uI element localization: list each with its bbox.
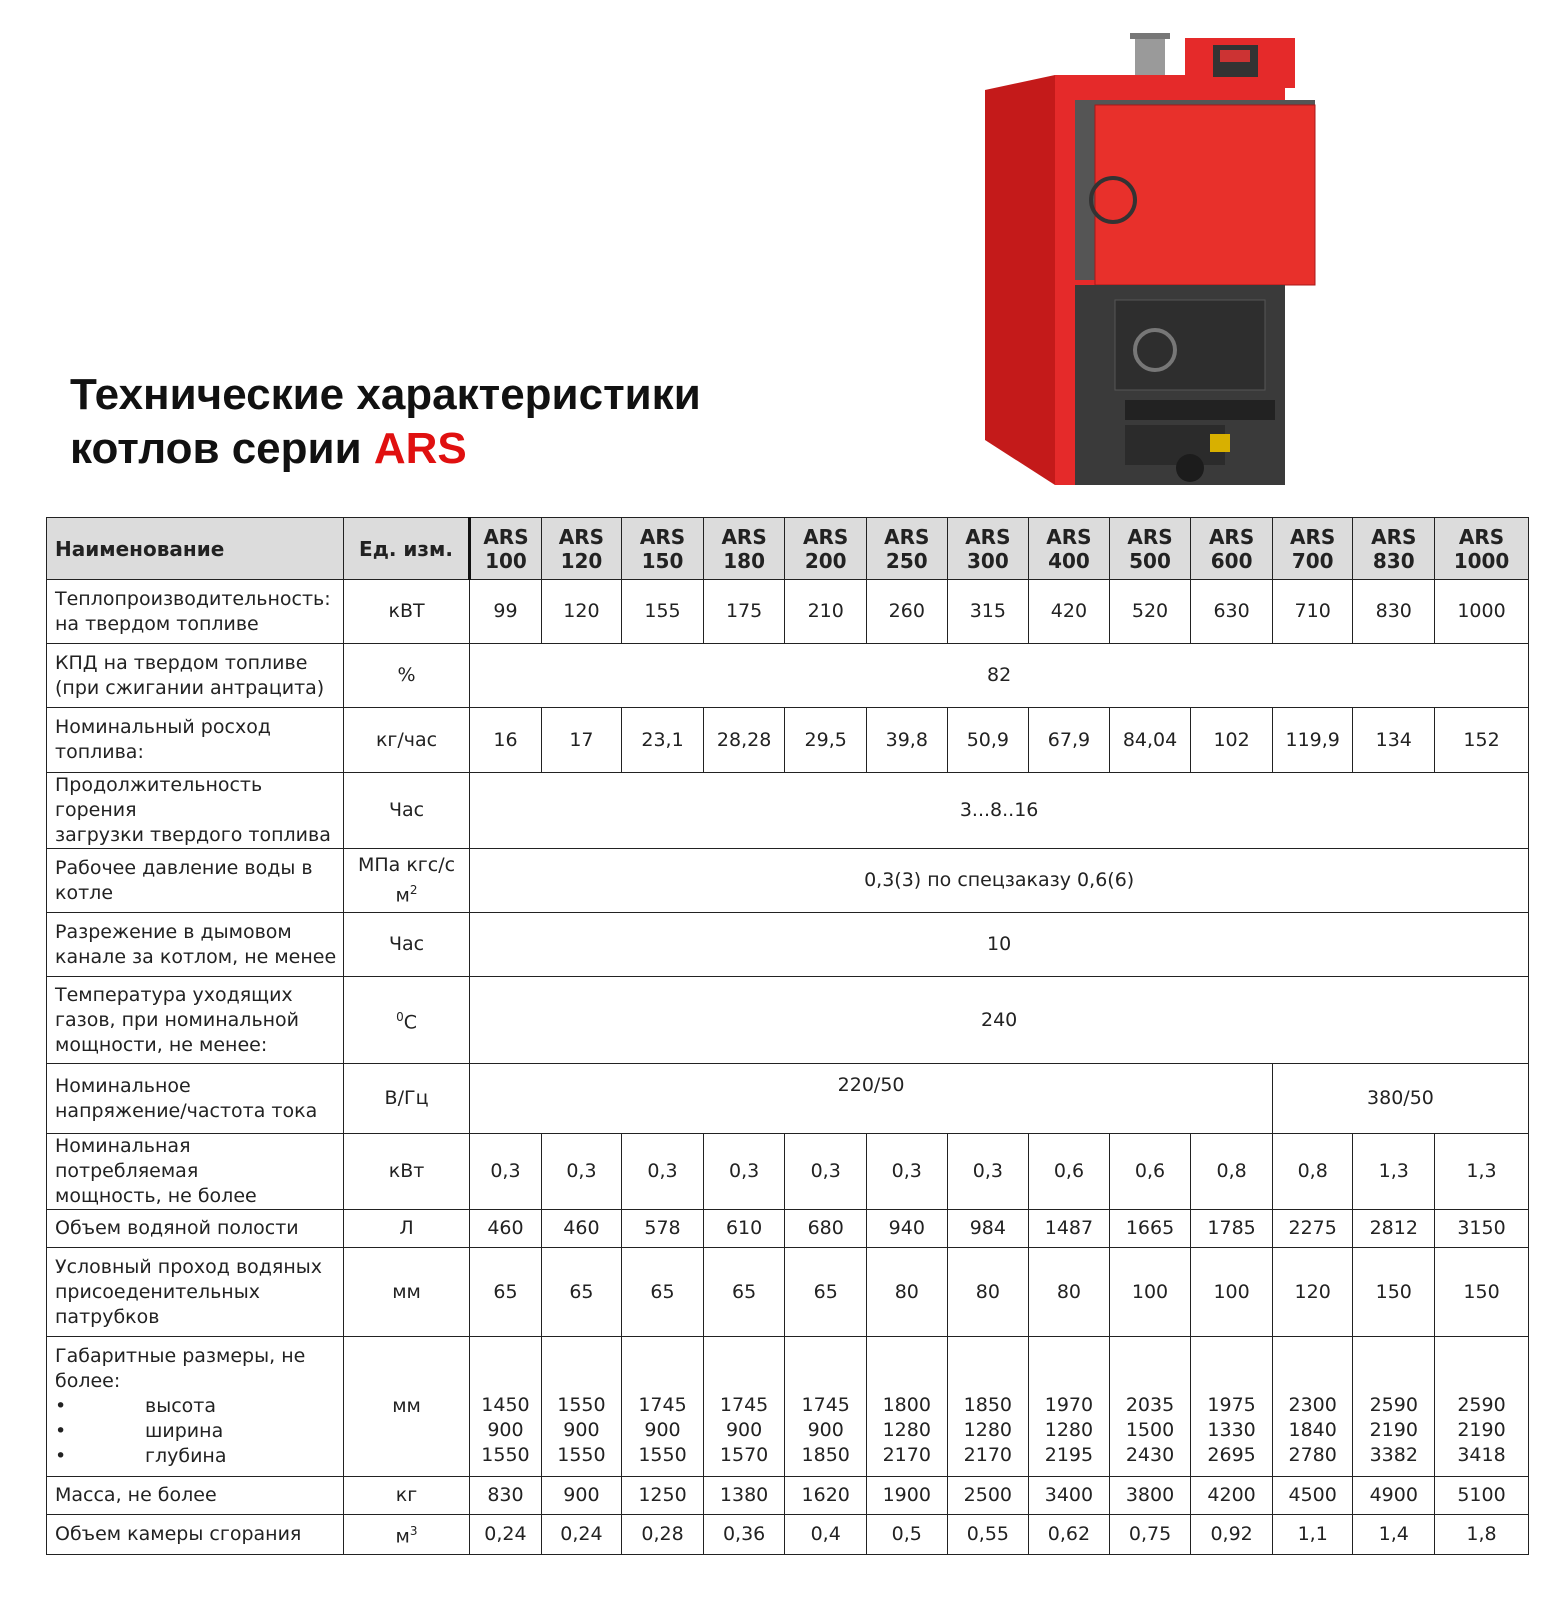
boiler-image xyxy=(985,30,1345,490)
row-unit: $^0$С xyxy=(343,977,469,1064)
value-cell: 0,3 xyxy=(785,1134,867,1210)
header-row xyxy=(47,518,1529,580)
row-unit: $м^3$ xyxy=(343,1515,469,1555)
header-model: ARS 700 xyxy=(1272,518,1353,580)
value-cell: 610 xyxy=(703,1210,785,1248)
value-cell: 578 xyxy=(622,1210,704,1248)
row-label: Условный проход водяных присоеденительных патрубков xyxy=(47,1248,344,1337)
row-label: Продолжительность горения загрузки твердого топлива xyxy=(47,773,344,849)
value-cell: 1,8 xyxy=(1435,1515,1529,1555)
value-cell: 0,3 xyxy=(622,1134,704,1210)
row-unit: Час xyxy=(343,773,469,849)
value-cell: 940 xyxy=(867,1210,948,1248)
value-cell: 99 xyxy=(470,580,541,644)
value-cell: 900 xyxy=(541,1477,622,1515)
value-cell: 2812 xyxy=(1353,1210,1435,1248)
value-cell: 65 xyxy=(470,1248,541,1337)
value-cell: 2275 xyxy=(1272,1210,1353,1248)
header-model: ARS 200 xyxy=(785,518,867,580)
dims-cell: 1550 900 1550 xyxy=(541,1337,622,1477)
value-cell: 150 xyxy=(1353,1248,1435,1337)
value-cell: 10 xyxy=(470,913,1529,977)
value-cell: 460 xyxy=(470,1210,541,1248)
dims-list: • высота • ширина • глубина xyxy=(55,1395,227,1467)
value-cell: 152 xyxy=(1435,708,1529,773)
value-cell: 100 xyxy=(1191,1248,1273,1337)
value-cell: 5100 xyxy=(1435,1477,1529,1515)
row-water-volume xyxy=(47,1210,1529,1248)
header-model: ARS 120 xyxy=(541,518,622,580)
row-label: Разрежение в дымовом канале за котлом, не менее xyxy=(47,913,344,977)
value-cell: 1900 xyxy=(867,1477,948,1515)
row-draft xyxy=(47,913,1529,977)
value-cell: 65 xyxy=(622,1248,704,1337)
page-title xyxy=(70,368,701,476)
value-cell: 0,55 xyxy=(947,1515,1029,1555)
value-cell: 80 xyxy=(867,1248,948,1337)
value-cell: 80 xyxy=(947,1248,1029,1337)
value-cell: 100 xyxy=(1109,1248,1191,1337)
title-line-1: Технические характеристики xyxy=(70,370,701,419)
header-model: ARS 1000 xyxy=(1435,518,1529,580)
value-cell: 520 xyxy=(1109,580,1191,644)
value-cell: 134 xyxy=(1353,708,1435,773)
row-unit: МПа кгс/с $м^2$ xyxy=(343,849,469,913)
row-voltage xyxy=(47,1064,1529,1134)
value-cell: 80 xyxy=(1029,1248,1110,1337)
value-cell: 119,9 xyxy=(1272,708,1353,773)
value-cell: 0,24 xyxy=(541,1515,622,1555)
value-cell: 0,3 xyxy=(703,1134,785,1210)
value-cell: 1487 xyxy=(1029,1210,1110,1248)
value-cell: 4500 xyxy=(1272,1477,1353,1515)
dims-cell: 1745 900 1850 xyxy=(785,1337,867,1477)
row-exhaust-temperature xyxy=(47,977,1529,1064)
row-unit: кг xyxy=(343,1477,469,1515)
row-dimensions xyxy=(47,1337,1529,1477)
dims-cell: 2300 1840 2780 xyxy=(1272,1337,1353,1477)
row-pipe-diameter xyxy=(47,1248,1529,1337)
header-model: ARS 830 xyxy=(1353,518,1435,580)
value-cell: 240 xyxy=(470,977,1529,1064)
row-power-consumption xyxy=(47,1134,1529,1210)
value-cell: 0,24 xyxy=(470,1515,541,1555)
header-model: ARS 100 xyxy=(470,518,541,580)
value-cell: 16 xyxy=(470,708,541,773)
value-cell: 1,3 xyxy=(1435,1134,1529,1210)
value-cell: 3150 xyxy=(1435,1210,1529,1248)
value-cell: 630 xyxy=(1191,580,1273,644)
value-cell: 0,8 xyxy=(1272,1134,1353,1210)
value-cell: 0,62 xyxy=(1029,1515,1110,1555)
value-cell: 1380 xyxy=(703,1477,785,1515)
value-cell: 830 xyxy=(1353,580,1435,644)
header-model: ARS 250 xyxy=(867,518,948,580)
dims-cell: 2590 2190 3382 xyxy=(1353,1337,1435,1477)
value-cell: 210 xyxy=(785,580,867,644)
dims-cell: 1450 900 1550 xyxy=(470,1337,541,1477)
value-cell: 1,1 xyxy=(1272,1515,1353,1555)
dims-cell: 1970 1280 2195 xyxy=(1029,1337,1110,1477)
dims-cell: 1850 1280 2170 xyxy=(947,1337,1029,1477)
value-cell: 1665 xyxy=(1109,1210,1191,1248)
value-cell: 23,1 xyxy=(622,708,704,773)
dims-cell: 2590 2190 3418 xyxy=(1435,1337,1529,1477)
value-cell: 0,36 xyxy=(703,1515,785,1555)
value-cell: 29,5 xyxy=(785,708,867,773)
value-cell: 710 xyxy=(1272,580,1353,644)
value-cell: 220/50 xyxy=(470,1064,1273,1134)
header-model: ARS 300 xyxy=(947,518,1029,580)
row-label: КПД на твердом топливе (при сжигании антрацита) xyxy=(47,644,344,708)
value-cell: 0,3 xyxy=(947,1134,1029,1210)
value-cell: 155 xyxy=(622,580,704,644)
value-cell: 67,9 xyxy=(1029,708,1110,773)
value-cell: 1000 xyxy=(1435,580,1529,644)
row-label: Рабочее давление воды в котле xyxy=(47,849,344,913)
row-label: Номинальная потребляемая мощность, не более xyxy=(47,1134,344,1210)
row-label: Масса, не более xyxy=(47,1477,344,1515)
value-cell: 150 xyxy=(1435,1248,1529,1337)
value-cell: 65 xyxy=(541,1248,622,1337)
value-cell: 0,92 xyxy=(1191,1515,1273,1555)
dims-cell: 1975 1330 2695 xyxy=(1191,1337,1273,1477)
value-cell: 65 xyxy=(785,1248,867,1337)
header-unit: Ед. изм. xyxy=(343,518,469,580)
dims-cell: 1745 900 1550 xyxy=(622,1337,704,1477)
header-name: Наименование xyxy=(47,518,344,580)
row-label: Габаритные размеры, не более: • высота • ширина • глубина xyxy=(47,1337,344,1477)
title-line-2 xyxy=(70,422,701,476)
value-cell: 460 xyxy=(541,1210,622,1248)
value-cell: 3800 xyxy=(1109,1477,1191,1515)
value-cell: 680 xyxy=(785,1210,867,1248)
value-cell: 0,3(3) по спецзаказу 0,6(6) xyxy=(470,849,1529,913)
value-cell: 260 xyxy=(867,580,948,644)
spec-table xyxy=(46,517,1529,1555)
header-model: ARS 150 xyxy=(622,518,704,580)
row-fuel-consumption xyxy=(47,708,1529,773)
row-label: Температура уходящих газов, при номинальной мощности, не менее: xyxy=(47,977,344,1064)
title-prefix: котлов серии xyxy=(70,424,362,473)
value-cell: 28,28 xyxy=(703,708,785,773)
dims-cell: 2035 1500 2430 xyxy=(1109,1337,1191,1477)
row-mass xyxy=(47,1477,1529,1515)
row-label: Теплопроизводительность: на твердом топливе xyxy=(47,580,344,644)
row-unit: В/Гц xyxy=(343,1064,469,1134)
value-cell: 0,28 xyxy=(622,1515,704,1555)
row-label: Номинальное напряжение/частота тока xyxy=(47,1064,344,1134)
value-cell: 380/50 xyxy=(1272,1064,1528,1134)
value-cell: 0,6 xyxy=(1029,1134,1110,1210)
value-cell: 1620 xyxy=(785,1477,867,1515)
row-label: Номинальный росход топлива: xyxy=(47,708,344,773)
row-unit: мм xyxy=(343,1337,469,1477)
row-unit: кг/час xyxy=(343,708,469,773)
value-cell: 102 xyxy=(1191,708,1273,773)
row-unit: кВТ xyxy=(343,580,469,644)
value-cell: 0,3 xyxy=(541,1134,622,1210)
value-cell: 4900 xyxy=(1353,1477,1435,1515)
value-cell: 0,3 xyxy=(867,1134,948,1210)
value-cell: 120 xyxy=(541,580,622,644)
value-cell: 0,5 xyxy=(867,1515,948,1555)
value-cell: 0,75 xyxy=(1109,1515,1191,1555)
value-cell: 984 xyxy=(947,1210,1029,1248)
dims-cell: 1800 1280 2170 xyxy=(867,1337,948,1477)
value-cell: 84,04 xyxy=(1109,708,1191,773)
row-unit: кВт xyxy=(343,1134,469,1210)
row-unit: % xyxy=(343,644,469,708)
row-combustion-chamber xyxy=(47,1515,1529,1555)
row-pressure xyxy=(47,849,1529,913)
value-cell: 1785 xyxy=(1191,1210,1273,1248)
row-label: Объем камеры сгорания xyxy=(47,1515,344,1555)
value-cell: 830 xyxy=(470,1477,541,1515)
row-unit: Час xyxy=(343,913,469,977)
value-cell: 82 xyxy=(470,644,1529,708)
value-cell: 3400 xyxy=(1029,1477,1110,1515)
header-model: ARS 500 xyxy=(1109,518,1191,580)
row-burn-duration xyxy=(47,773,1529,849)
header-model: ARS 400 xyxy=(1029,518,1110,580)
header-model: ARS 180 xyxy=(703,518,785,580)
value-cell: 39,8 xyxy=(867,708,948,773)
value-cell: 50,9 xyxy=(947,708,1029,773)
value-cell: 175 xyxy=(703,580,785,644)
value-cell: 1250 xyxy=(622,1477,704,1515)
value-cell: 3...8..16 xyxy=(470,773,1529,849)
value-cell: 120 xyxy=(1272,1248,1353,1337)
dims-cell: 1745 900 1570 xyxy=(703,1337,785,1477)
value-cell: 420 xyxy=(1029,580,1110,644)
header-model: ARS 600 xyxy=(1191,518,1273,580)
value-cell: 0,3 xyxy=(470,1134,541,1210)
value-cell: 17 xyxy=(541,708,622,773)
row-unit: мм xyxy=(343,1248,469,1337)
value-cell: 4200 xyxy=(1191,1477,1273,1515)
value-cell: 0,8 xyxy=(1191,1134,1273,1210)
value-cell: 315 xyxy=(947,580,1029,644)
value-cell: 1,3 xyxy=(1353,1134,1435,1210)
row-efficiency xyxy=(47,644,1529,708)
value-cell: 2500 xyxy=(947,1477,1029,1515)
title-accent: ARS xyxy=(373,424,467,473)
value-cell: 0,6 xyxy=(1109,1134,1191,1210)
value-cell: 1,4 xyxy=(1353,1515,1435,1555)
row-unit: Л xyxy=(343,1210,469,1248)
value-cell: 0,4 xyxy=(785,1515,867,1555)
value-cell: 65 xyxy=(703,1248,785,1337)
row-heat-output xyxy=(47,580,1529,644)
row-label: Объем водяной полости xyxy=(47,1210,344,1248)
